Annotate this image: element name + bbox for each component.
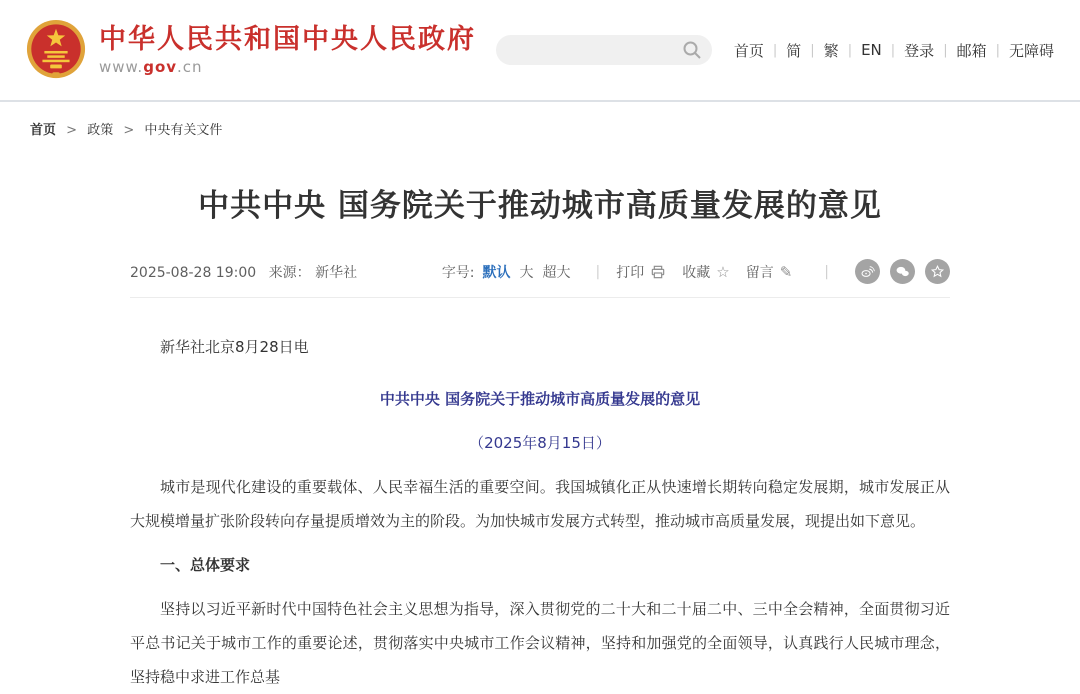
article-meta-left [130,262,357,282]
lead-line: 新华社北京8月28日电 [160,338,309,356]
site-title: 中华人民共和国中央人民政府 [99,23,476,55]
document-title: 中共中央 国务院关于推动城市高质量发展的意见 [379,390,701,408]
search-icon[interactable] [682,40,702,60]
breadcrumb: 首页 > 政策 > 中央有关文件 [30,123,223,138]
section-heading: 一、总体要求 [160,556,251,574]
article-body [130,330,950,694]
national-emblem-icon [25,19,87,81]
breadcrumb-home[interactable]: 首页 [30,123,57,138]
paragraph: 城市是现代化建设的重要载体、人民幸福生活的重要空间。我国城镇化正从快速增长期转向稳定发展期，城市发展正从大规模增量扩张阶段转向存量提质增效为主的阶段。为加快城市发展方式转型，推动城市高质量发展，现提出如下意见。 [130,478,950,530]
nav-login[interactable]: 登录 [904,41,935,60]
source-name[interactable]: 新华社 [315,264,358,281]
paragraph: 坚持以习近平新时代中国特色社会主义思想为指导，深入贯彻党的二十大和二十届二中、三中全会精神，全面贯彻习近平总书记关于城市工作的重要论述，贯彻落实中央城市工作会议精神，坚持和加强党的全面领导，认真践行人民城市理念，坚持稳中求进工作总基 [130,600,950,686]
nav-traditional[interactable]: 繁 [823,41,839,60]
site-header [0,0,1080,102]
breadcrumb-current: 中央有关文件 [144,123,223,138]
breadcrumb-policy[interactable]: 政策 [87,123,114,138]
star-icon: ☆ [716,262,730,281]
site-url: www.gov.cn [99,58,203,77]
nav-mail[interactable]: 邮箱 [956,41,987,60]
site-branding [25,19,476,81]
favorite-button[interactable]: 收藏 ☆ [682,262,730,281]
nav-simplified[interactable]: 简 [786,41,802,60]
page-title: 中共中央 国务院关于推动城市高质量发展的意见 [198,188,882,224]
share-buttons [845,259,950,284]
publish-date: 2025-08-28 19:00 [130,264,257,281]
nav-english[interactable]: EN [861,41,882,59]
printer-icon [650,264,666,280]
font-size-xlarge[interactable]: 超大 [542,264,571,281]
font-size-default[interactable]: 默认 [482,264,511,281]
meta-divider [130,297,950,298]
print-button[interactable]: 打印 [616,262,666,282]
font-size-label: 字号: [441,264,475,281]
font-size-large[interactable]: 大 [519,264,534,281]
article-meta-tools: 字号: 默认 大 超大 | 打印 收藏 ☆ 留言 ✎ | [442,259,950,284]
search-box[interactable] [496,35,712,65]
wechat-icon[interactable] [890,259,915,284]
weibo-icon[interactable] [855,259,880,284]
nav-accessibility[interactable]: 无障碍 [1008,41,1054,60]
qzone-icon[interactable] [925,259,950,284]
comment-button[interactable]: 留言 ✎ [745,262,793,281]
article-meta-row [130,259,950,284]
source-label: 来源： [268,264,311,281]
pencil-icon: ✎ [779,262,793,281]
document-date: （2025年8月15日） [469,434,611,452]
top-nav: 首页 | 简 | 繁 | EN | 登录 | 邮箱 | 无障碍 [733,41,1054,60]
nav-home[interactable]: 首页 [733,41,764,60]
article-page [130,180,950,694]
